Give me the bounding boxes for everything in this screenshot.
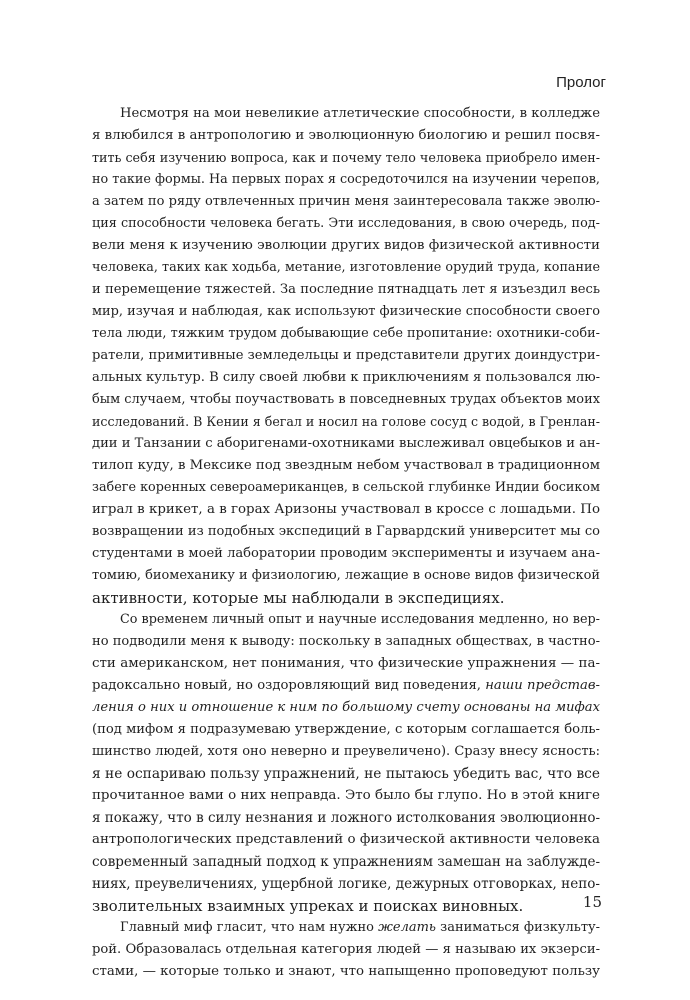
text-line: (под мифом я подразумеваю утверждение, с которым соглашается боль- <box>92 722 600 737</box>
text-line: томию, биомеханику и физиологию, лежащие в основе видов физической <box>92 568 600 583</box>
text-line: Со временем личный опыт и научные исследования медленно, но вер- <box>120 612 600 627</box>
text-line: стами, — которые только и знают, что напыщенно проповедуют пользу <box>92 964 600 979</box>
text-line: современный западный подход к упражнениям замешан на заблужде- <box>92 854 600 870</box>
text-line: ция способности человека бегать. Эти исследования, в свою очередь, под- <box>92 216 600 231</box>
text-line-italic: ления о них и отношение к ним по большому счету основаны на мифах <box>92 700 600 715</box>
text-line: возвращении из подобных экспедиций в Гарвардский университет мы со <box>92 524 600 539</box>
body-text <box>92 103 600 983</box>
text-line: тить себя изучению вопроса, как и почему тело человека приобрело имен- <box>92 150 600 165</box>
paragraph-1 <box>92 103 600 609</box>
text-line-mixed <box>92 917 600 939</box>
text-line: забеге коренных североамериканцев, в сельской глубинке Индии босиком <box>92 480 600 495</box>
text-line-mixed <box>92 675 600 697</box>
text-line: ратели, примитивные земледельцы и представители других доиндустри- <box>92 348 600 363</box>
text-line: шинство людей, хотя оно неверно и преувеличено). Сразу внесу ясность: <box>92 744 600 759</box>
text-line: зволительных взаимных упреках и поисках виновных. <box>92 897 524 915</box>
text-line: тела люди, тяжким трудом добывающие себе пропитание: охотники-соби- <box>92 326 600 341</box>
text-line: тилоп куду, в Мексике под звездным небом участвовал в традиционном <box>92 458 600 473</box>
running-header: Пролог <box>556 74 606 91</box>
paragraph-3 <box>92 917 600 983</box>
text-line: исследований. В Кении я бегал и носил на голове сосуд с водой, в Гренлан- <box>92 414 600 429</box>
text-line: мир, изучая и наблюдая, как используют физические способности своего <box>92 304 600 319</box>
text-run: Главный миф гласит, что нам нужно <box>120 920 374 935</box>
text-line: я покажу, что в силу незнания и ложного истолкования эволюционно- <box>92 810 600 826</box>
text-line: вели меня к изучению эволюции других видов физической активности <box>92 238 600 253</box>
text-line: но подводили меня к выводу: поскольку в западных обществах, в частно- <box>92 634 600 649</box>
italic-run: наши представ- <box>485 678 600 693</box>
text-line: Несмотря на мои невеликие атлетические способности, в колледже <box>120 106 600 121</box>
text-line: но такие формы. На первых порах я сосредоточился на изучении черепов, <box>92 172 600 187</box>
text-line: активности, которые мы наблюдали в экспедициях. <box>92 589 505 607</box>
text-line: я не оспариваю пользу упражнений, не пытаюсь убедить вас, что все <box>92 766 600 782</box>
text-line: бым случаем, чтобы поучаствовать в повседневных трудах объектов моих <box>92 392 600 407</box>
italic-run: желать <box>378 920 436 935</box>
text-line: дии и Танзании с аборигенами-охотниками выслеживал овцебыков и ан- <box>92 436 601 451</box>
text-line: сти американском, нет понимания, что физические упражнения — па- <box>92 656 600 671</box>
text-line: альных культур. В силу своей любви к приключениям я пользовался лю- <box>92 370 601 385</box>
text-run: заниматься физкульту- <box>440 920 601 935</box>
paragraph-2 <box>92 609 600 917</box>
text-line: а затем по ряду отвлеченных причин меня заинтересовала также эволю- <box>92 194 600 209</box>
text-line: я влюбился в антропологию и эволюционную биологию и решил посвя- <box>92 128 600 143</box>
text-run: радоксально новый, но оздоровляющий вид поведения, <box>92 678 481 693</box>
page-number: 15 <box>582 893 602 911</box>
text-line: прочитанное вами о них неправда. Это было бы глупо. Но в этой книге <box>92 788 600 803</box>
text-line: антропологических представлений о физической активности человека <box>92 832 600 847</box>
text-line: человека, таких как ходьба, метание, изготовление орудий труда, копание <box>92 260 600 275</box>
text-line: студентами в моей лаборатории проводим эксперименты и изучаем ана- <box>92 546 600 561</box>
text-line: играл в крикет, а в горах Аризоны участвовал в кроссе с лошадьми. По <box>92 502 600 517</box>
text-line: ниях, преувеличениях, ущербной логике, дежурных отговорках, непо- <box>92 876 600 892</box>
text-line: рой. Образовалась отдельная категория людей — я называю их экзерси- <box>92 942 600 957</box>
text-line: и перемещение тяжестей. За последние пятнадцать лет я изъездил весь <box>92 282 600 297</box>
